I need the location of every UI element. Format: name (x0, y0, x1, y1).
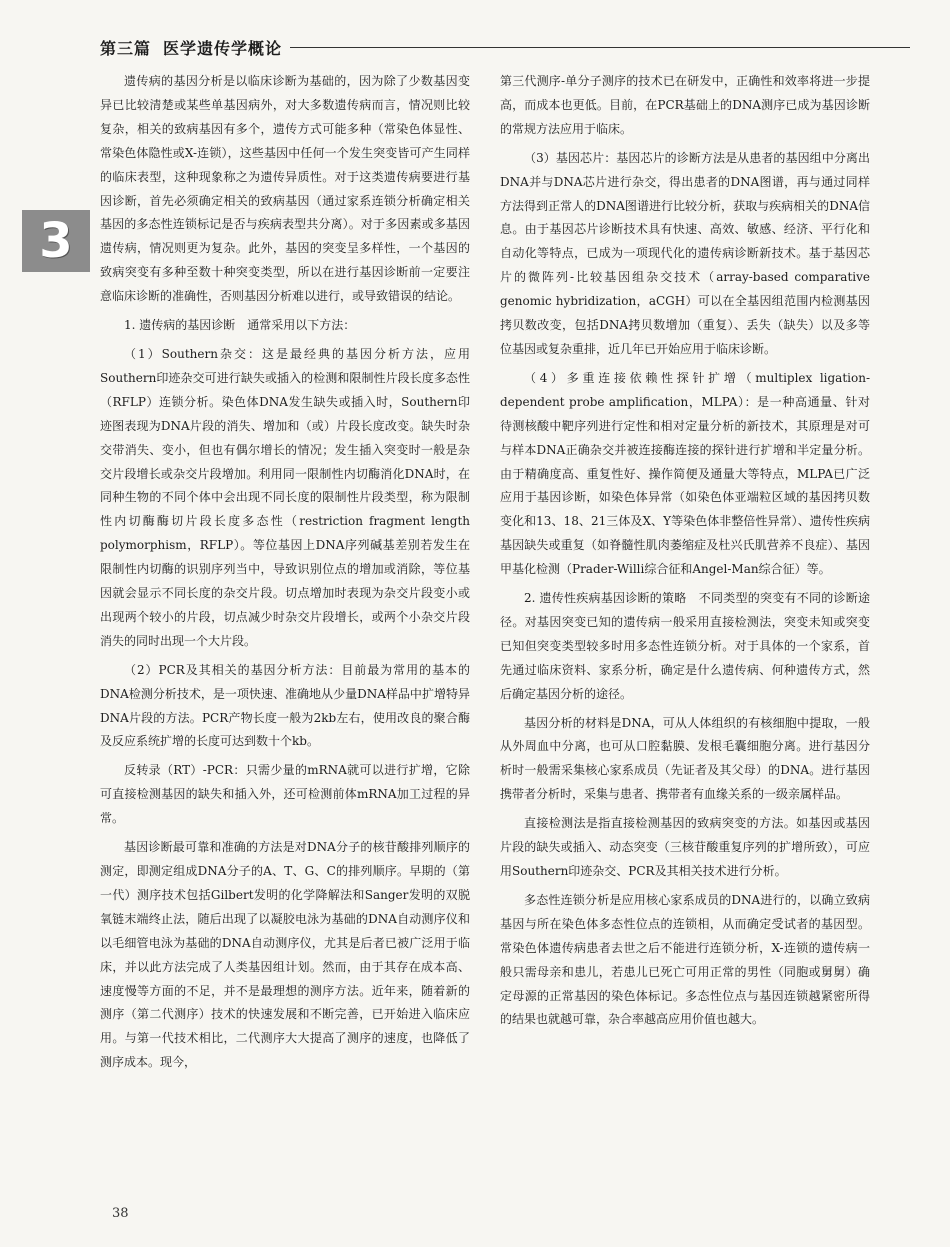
chapter-tab: 3 (22, 210, 90, 272)
running-header (100, 36, 910, 58)
paragraph: 反转录（RT）-PCR：只需少量的mRNA就可以进行扩增，它除可直接检测基因的缺失和插入外，还可检测前体mRNA加工过程的异常。 (100, 763, 470, 826)
header-part: 第三篇 (100, 38, 152, 58)
left-column (100, 70, 470, 1080)
header-book-title: 医学遗传学概论 (163, 38, 283, 58)
header-rule (290, 47, 910, 48)
section-heading: 1. 遗传病的基因诊断 通常采用以下方法： (124, 318, 356, 333)
paragraph: 遗传病的基因分析是以临床诊断为基础的，因为除了少数基因变异已比较清楚或某些单基因病外，对大多数遗传病而言，情况则比较复杂，相关的致病基因有多个，遗传方式可能多种（常染色体显性、常染色体隐性或X-连锁），这些基因中任何一个发生突变皆可产生同样的临床表型，这种现象称之为遗传异质性。对于这类遗传病要进行基因诊断，首先必须确定相关的致病基因（通过家系连锁分析确定相关基因的多态性连锁标记是否与疾病表型共分离）。对于多因素或多基因遗传病，情况则更为复杂。此外，基因的突变呈多样性，一个基因的致病突变有多种至数十种突变类型，所以在进行基因诊断前一定要注意临床诊断的准确性，否则基因分析难以进行，或导致错误的结论。 (100, 74, 470, 304)
paragraph: （2）PCR及其相关的基因分析方法：目前最为常用的基本的DNA检测分析技术，是一项快速、准确地从少量DNA样品中扩增特异DNA片段的方法。PCR产物长度一般为2kb左右，使用改良的聚合酶及反应系统扩增的长度可达到数十个kb。 (100, 662, 470, 749)
page-number: 38 (112, 1206, 129, 1221)
header-title (100, 36, 282, 59)
paragraph-continued: 第三代测序-单分子测序的技术已在研发中，正确性和效率将进一步提高，而成本也更低。目前，在PCR基础上的DNA测序已成为基因诊断的常规方法应用于临床。 (500, 74, 870, 136)
paragraph: 直接检测法是指直接检测基因的致病突变的方法。如基因或基因片段的缺失或插入、动态突变（三核苷酸重复序列的扩增所致），可应用Southern印迹杂交、PCR及其相关技术进行分析。 (500, 816, 870, 878)
right-column (500, 70, 870, 1037)
section-heading: 2. 遗传性疾病基因诊断的策略 不同类型的突变有不同的诊断途径。对基因突变已知的遗传病一般采用直接检测法，突变未知或突变已知但突变类型较多时用多态性连锁分析。对于具体的一个家系，首先通过临床资料、家系分析，确定是什么遗传病、何种遗传方式，然后确定基因分析的途径。 (500, 591, 870, 701)
paragraph: 多态性连锁分析是应用核心家系成员的DNA进行的，以确立致病基因与所在染色体多态性位点的连锁相，从而确定受试者的基因型。常染色体遗传病患者去世之后不能进行连锁分析，X-连锁的遗传病一般只需母亲和患儿，若患儿已死亡可用正常的男性（同胞或舅舅）确定母源的正常基因的染色体标记。多态性位点与基因连锁越紧密所得的结果也就越可靠，杂合率越高应用价值也越大。 (500, 892, 870, 1027)
paragraph: 基因分析的材料是DNA，可从人体组织的有核细胞中提取，一般从外周血中分离，也可从口腔黏膜、发根毛囊细胞分离。进行基因分析时一般需采集核心家系成员（先证者及其父母）的DNA。进行基因携带者分析时，采集与患者、携带者有血缘关系的一级亲属样品。 (500, 715, 870, 802)
paragraph: （1）Southern杂交：这是最经典的基因分析方法，应用Southern印迹杂交可进行缺失或插入的检测和限制性片段长度多态性（RFLP）连锁分析。染色体DNA发生缺失或插入时，Southern印迹图表现为DNA片段的消失、增加和（或）片段长度改变。缺失时杂交带消失、变小，但也有偶尔增长的情况；发生插入突变时一般是杂交片段增长或杂交片段增加。利用同一限制性内切酶消化DNA时，在同种生物的不同个体中会出现不同长度的限制性片段类型，称为限制性内切酶酶切片段长度多态性（restriction fragment length polymorphism，RFLP）。等位基因上DNA序列碱基差别若发生在限制性内切酶的识别序列当中，导致识别位点的增加或消除，等位基因就会显示不同长度的杂交片段。切点增加时表现为杂交片段变小或出现两个较小的片段，切点减少时杂交片段增长，或两个小杂交片段消失的同时出现一个大片段。 (100, 346, 470, 648)
paragraph: 基因诊断最可靠和准确的方法是对DNA分子的核苷酸排列顺序的测定，即测定组成DNA分子的A、T、G、C的排列顺序。早期的（第一代）测序技术包括Gilbert发明的化学降解法和Sanger发明的双脱氧链末端终止法，随后出现了以凝胶电泳为基础的DNA自动测序仪和以毛细管电泳为基础的DNA自动测序仪，尤其是后者已被广泛用于临床，并以此方法完成了人类基因组计划。然而，由于其存在成本高、速度慢等方面的不足，并不是最理想的测序方法。近年来，随着新的测序（第二代测序）技术的快速发展和不断完善，已开始进入临床应用。与第一代技术相比，二代测序大大提高了测序的速度，也降低了测序成本。现今， (100, 840, 470, 1070)
paragraph: （4）多重连接依赖性探针扩增（multiplex ligation-dependent probe amplification，MLPA）：是一种高通量、针对待测核酸中靶序列进行定性和相对定量分析的新技术，其原理是对可与样本DNA正确杂交并被连接酶连接的探针进行扩增和半定量分析。由于精确度高、重复性好、操作简便及通量大等特点，MLPA已广泛应用于基因诊断，如染色体异常（如染色体亚端粒区域的基因拷贝数变化和13、18、21三体及X、Y等染色体非整倍性异常）、遗传性疾病基因缺失或重复（如脊髓性肌肉萎缩症及杜兴氏肌营养不良症）、基因甲基化检测（Prader-Willi综合征和Angel-Man综合征）等。 (500, 370, 870, 577)
paragraph: （3）基因芯片：基因芯片的诊断方法是从患者的基因组中分离出DNA并与DNA芯片进行杂交，得出患者的DNA图谱，再与通过同样方法得到正常人的DNA图谱进行比较分析，获取与疾病相关的DNA信息。由于基因芯片诊断技术具有快速、高效、敏感、经济、平行化和自动化等特点，已成为一项现代化的遗传病诊断新技术。基于基因芯片的微阵列-比较基因组杂交技术（array-based comparative genomic hybridization，aCGH）可以在全基因组范围内检测基因拷贝数改变，包括DNA拷贝数增加（重复）、丢失（缺失）以及多等位基因或复杂重排，近几年已开始应用于临床诊断。 (500, 150, 870, 356)
